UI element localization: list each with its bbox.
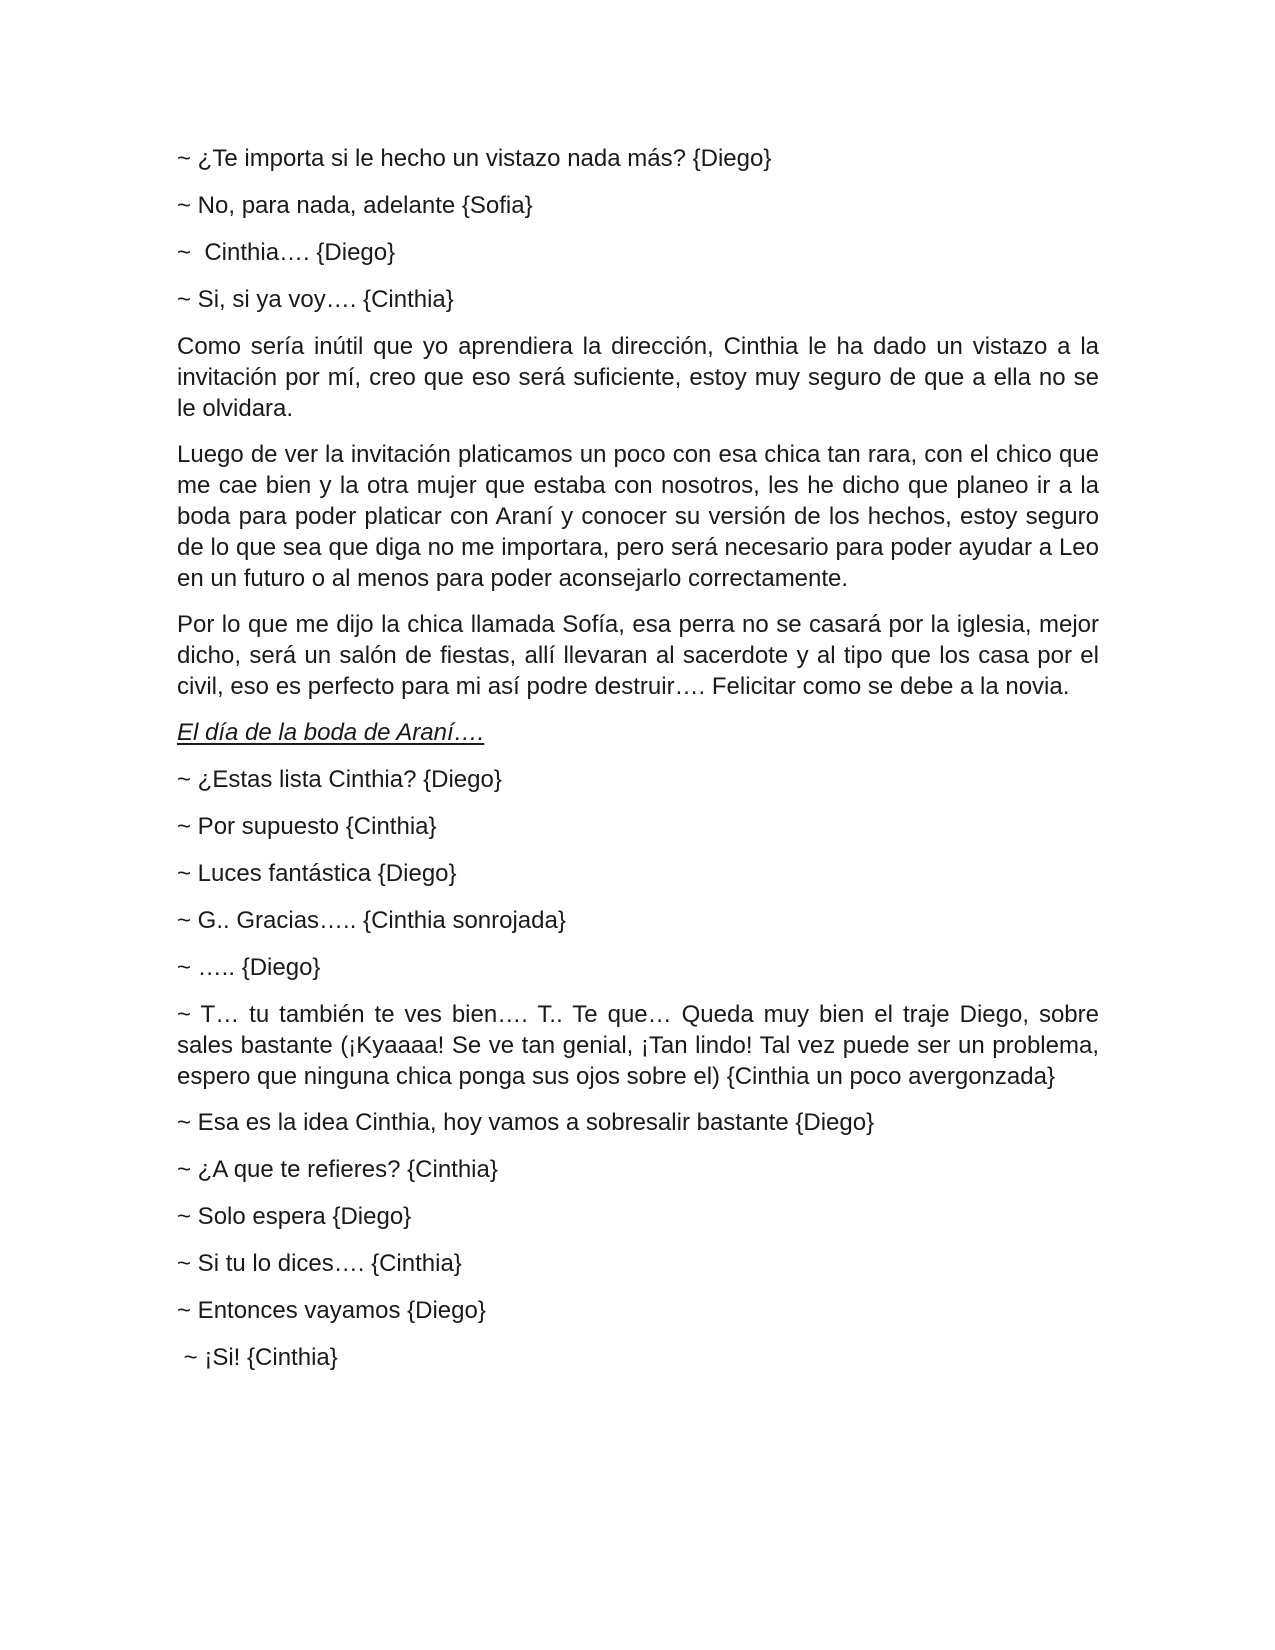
dialogue-line: ~ No, para nada, adelante {Sofia}: [177, 192, 533, 219]
dialogue-line: ~ ¿A que te refieres? {Cinthia}: [177, 1156, 498, 1183]
dialogue-line: ~ Entonces vayamos {Diego}: [177, 1297, 486, 1324]
dialogue-line: ~ Cinthia…. {Diego}: [177, 239, 396, 266]
dialogue-line: ~ G.. Gracias….. {Cinthia sonrojada}: [177, 907, 566, 934]
dialogue-line: ~ Esa es la idea Cinthia, hoy vamos a sobresalir bastante {Diego}: [177, 1109, 875, 1136]
dialogue-line: ~ Si tu lo dices…. {Cinthia}: [177, 1250, 462, 1277]
dialogue-line: ~ ¡Si! {Cinthia}: [177, 1344, 338, 1371]
dialogue-line: ~ ¿Te importa si le hecho un vistazo nada más? {Diego}: [177, 145, 772, 172]
narrative-paragraph: Luego de ver la invitación platicamos un poco con esa chica tan rara, con el chico que me cae bien y la otra mujer que estaba con nosotros, les he dicho que planeo ir a la boda para poder platicar con Araní y conocer su versión de los hechos, estoy seguro de lo que sea que diga no me importara, pero será necesario para poder ayudar a Leo en un futuro o al menos para poder aconsejarlo correctamente.: [177, 441, 1099, 592]
narrative-paragraph: Por lo que me dijo la chica llamada Sofía, esa perra no se casará por la iglesia, mejor dicho, será un salón de fiestas, allí llevaran al sacerdote y al tipo que los casa por el civil, eso es perfecto para mi así podre destruir…. Felicitar como se debe a la novia.: [177, 611, 1099, 700]
dialogue-paragraph: ~ T… tu también te ves bien…. T.. Te que… Queda muy bien el traje Diego, sobre sales bastante (¡Kyaaaa! Se ve tan genial, ¡Tan lindo! Tal vez puede ser un problema, espero que ninguna chica ponga sus ojos sobre el) {Cinthia un poco avergonzada}: [177, 1001, 1099, 1090]
narrative-paragraph: Como sería inútil que yo aprendiera la dirección, Cinthia le ha dado un vistazo a la invitación por mí, creo que eso será suficiente, estoy muy seguro de que a ella no se le olvidara.: [177, 333, 1099, 422]
dialogue-line: ~ ….. {Diego}: [177, 954, 321, 981]
dialogue-line: ~ ¿Estas lista Cinthia? {Diego}: [177, 766, 502, 793]
dialogue-line: ~ Por supuesto {Cinthia}: [177, 813, 437, 840]
section-heading: El día de la boda de Araní….: [177, 719, 485, 746]
dialogue-line: ~ Luces fantástica {Diego}: [177, 860, 457, 887]
document-body: [177, 143, 1099, 1389]
dialogue-line: ~ Si, si ya voy…. {Cinthia}: [177, 286, 454, 313]
dialogue-line: ~ Solo espera {Diego}: [177, 1203, 412, 1230]
